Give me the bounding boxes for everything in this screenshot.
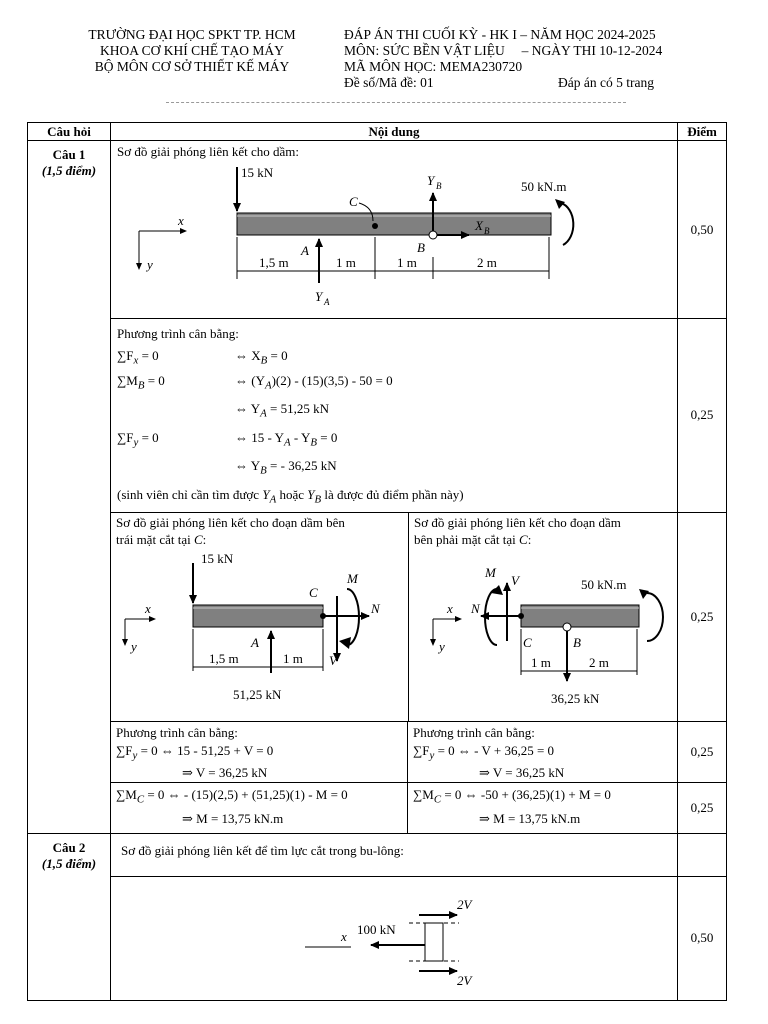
yb-sub: B [436, 181, 442, 191]
right-segment-diagram [409, 551, 677, 721]
bolt-shear-diagram [111, 877, 676, 999]
q1-fbd-title: Sơ đồ giải phóng liên kết cho dầm: [117, 144, 299, 159]
axis-x-label: x [178, 213, 184, 228]
dim-1m-a: 1 m [336, 255, 356, 270]
moment-label: 50 kN.m [521, 179, 567, 194]
right-moment-eq: $\sum M_C = 0$ ⇔ -50 + (36,25)(1) + M = 0 ⇒ M = 13,75 kN.m [413, 786, 611, 827]
q1-row5-points: 0,25 [678, 782, 727, 833]
yb-label: Y [427, 173, 435, 188]
department-name: BỘ MÔN CƠ SỞ THIẾT KẾ MÁY [94, 59, 290, 74]
exam-code: MÃ MÔN HỌC: MEMA230720 [344, 59, 523, 74]
faculty-name: KHOA CƠ KHÍ CHẾ TẠO MÁY [100, 43, 284, 58]
svg-text:A: A [251, 634, 259, 650]
svg-text:C: C [523, 634, 532, 650]
exam-info-block [344, 27, 744, 91]
university-name: TRƯỜNG ĐẠI HỌC SPKT TP. HCM [88, 27, 296, 42]
q1-shear-eq-cell [111, 721, 678, 782]
page-count: Đáp án có 5 trang [558, 75, 654, 90]
q1-fbd-cell [111, 141, 678, 319]
q1-equations: $\sum F_x = 0$ ⇔ $X_B = 0$ $\sum M_B = 0$ ⇔ $(Y_A)(2) - (15)(3,5) - 50 = 0$ ⇔ $Y_A = 51,25$ kN $\sum F_y = 0$ ⇔ $15 - Y_A - Y_B = 0$ ⇔ $Y_B$ = - 36,25 kN (sinh viên chỉ cần tìm được $Y_A$ hoặc $Y_B$ là được đủ điểm phần này) [111, 344, 677, 512]
svg-text:2V: 2V [457, 896, 472, 912]
right-shear-eq: Phương trình cân bằng: $\sum F_y = 0$ ⇔ - V + 36,25 = 0 ⇒ V = 36,25 kN [413, 724, 565, 781]
q1-moment-eq-cell [111, 782, 678, 833]
university-block [48, 27, 336, 75]
q1-label: Câu 1 [52, 147, 86, 162]
left-segment-panel: Sơ đồ giải phóng liên kết cho đoạn dầm bên trái mặt cắt tại C: x y 15 kN C N V M A 1,5 m 1 m 51,25 kN [111, 513, 409, 721]
svg-text:V: V [329, 652, 337, 668]
exam-subject: MÔN: SỨC BỀN VẬT LIỆU – NGÀY THI 10-12-2024 [344, 43, 663, 58]
q1-row3-points: 0,25 [678, 512, 727, 721]
header-divider [166, 102, 626, 103]
q2-label-cell [28, 833, 111, 1000]
q1-row4-points: 0,25 [678, 721, 727, 782]
axis-icon [139, 213, 186, 272]
exam-version: Đề số/Mã đề: 01 [344, 75, 434, 90]
point-c-marker [372, 223, 378, 229]
left-moment-eq: $\sum M_C = 0$ ⇔ - (15)(2,5) + (51,25)(1) - M = 0 ⇒ M = 13,75 kN.m [111, 783, 408, 833]
answer-table [27, 122, 727, 1001]
svg-text:V: V [511, 572, 519, 588]
svg-text:2V: 2V [457, 972, 472, 988]
ya-sub: A [324, 297, 330, 307]
load-15kn-label: 15 kN [241, 165, 274, 180]
svg-text:x: x [341, 928, 347, 944]
right-segment-panel: Sơ đồ giải phóng liên kết cho đoạn dầm bên phải mặt cắt tại C: x y N V M B C 50 kN.m 1 m 2 m 36,25 kN [409, 513, 677, 721]
q2-label: Câu 2 [52, 839, 86, 855]
dim-1-5m: 1,5 m [259, 255, 289, 270]
svg-text:y: y [439, 638, 445, 654]
q1-row2-points: 0,25 [678, 319, 727, 513]
q2-row2-points: 0,50 [678, 876, 727, 1000]
q1-label-cell [28, 141, 111, 834]
q2-points-total: (1,5 điểm) [41, 855, 97, 871]
point-a-label: A [301, 243, 309, 258]
left-segment-diagram [111, 551, 407, 721]
q2-row1-points [678, 833, 727, 876]
svg-text:50 kN.m: 50 kN.m [581, 576, 627, 592]
point-c-label: C [349, 194, 358, 209]
dim-2m: 2 m [477, 255, 497, 270]
col-header-question: Câu hỏi [28, 123, 111, 141]
svg-text:1 m: 1 m [531, 654, 551, 670]
left-shear-eq: Phương trình cân bằng: $\sum F_y = 0$ ⇔ 15 - 51,25 + V = 0 ⇒ V = 36,25 kN [111, 722, 408, 782]
q1-row1-points: 0,50 [678, 141, 727, 319]
q1-eq-title: Phương trình cân bằng: [117, 326, 239, 341]
svg-text:15 kN: 15 kN [201, 550, 234, 566]
q2-title: Sơ đồ giải phóng liên kết để tìm lực cắt trong bu-lông: [111, 833, 678, 876]
svg-text:y: y [131, 638, 137, 654]
xb-label: X [475, 218, 483, 233]
q1-note: (sinh viên chỉ cần tìm được $Y_A$ hoặc $Y_B$ là được đủ điểm phần này) [117, 486, 464, 506]
svg-text:36,25 kN: 36,25 kN [551, 690, 600, 706]
q2-diagram-cell [111, 876, 678, 1000]
beam-fbd-diagram [111, 163, 676, 318]
exam-title: ĐÁP ÁN THI CUỐI KỲ - HK I – NĂM HỌC 2024-2025 [344, 27, 656, 42]
svg-text:N: N [471, 600, 480, 616]
svg-text:1 m: 1 m [283, 650, 303, 666]
svg-text:1,5 m: 1,5 m [209, 650, 239, 666]
svg-text:B: B [573, 634, 581, 650]
ya-label: Y [315, 289, 323, 304]
q1-points-total: (1,5 điểm) [41, 163, 97, 178]
xb-sub: B [484, 226, 490, 236]
q1-section-cell [111, 512, 678, 721]
q1-equations-cell [111, 319, 678, 513]
svg-text:M: M [347, 570, 358, 586]
svg-text:M: M [485, 564, 496, 580]
svg-text:x: x [145, 600, 151, 616]
col-header-content: Nội dung [111, 123, 678, 141]
axis-y-label: y [147, 257, 153, 272]
svg-text:C: C [309, 584, 318, 600]
col-header-points: Điểm [678, 123, 727, 141]
svg-text:2 m: 2 m [589, 654, 609, 670]
svg-text:51,25 kN: 51,25 kN [233, 686, 282, 702]
svg-text:N: N [371, 600, 380, 616]
dim-1m-b: 1 m [397, 255, 417, 270]
point-b-label: B [417, 240, 425, 255]
svg-text:x: x [447, 600, 453, 616]
svg-text:100 kN: 100 kN [357, 921, 396, 937]
pin-b-icon [429, 231, 437, 239]
